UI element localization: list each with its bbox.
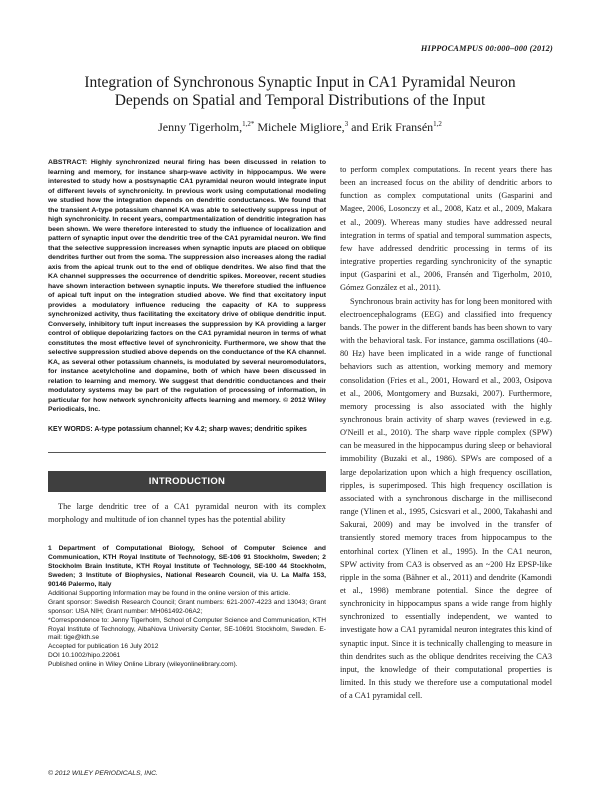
grant-footnote: Grant sponsor: Swedish Research Council; Grant numbers: 621-2007-4223 and 13043; Grant sponsor: USA NIH; Grant number: MH061492-06A2;	[48, 598, 326, 615]
author-2: Michele Migliore,	[257, 120, 345, 134]
keywords-text: A-type potassium channel; Kv 4.2; sharp waves; dendritic spikes	[92, 425, 307, 433]
abstract	[48, 158, 326, 415]
copyright-footer: © 2012 WILEY PERIODICALS, INC.	[48, 770, 158, 777]
affiliations-footnote: 1 Department of Computational Biology, School of Computer Science and Communication, KTH Royal Institute of Technology, SE-106 91 Stockholm, Sweden; 2 Stockholm Brain Institute, KTH Royal Institute of Technology, SE-100 44 Stockholm, Sweden; 3 Institute of Biophysics, National Research Council, via U. La Malfa 153, 90146 Palermo, Italy	[48, 545, 326, 589]
title-line-1: Integration of Synchronous Synaptic Input in CA1 Pyramidal Neuron	[84, 74, 516, 91]
left-column	[48, 158, 326, 670]
author-1: Jenny Tigerholm,	[158, 120, 243, 134]
body-paragraph-1: to perform complex computations. In recent years there has been an increased focus on the ability of dendritic arbors to function as complex computational units (Gasparini and Magee, 2006, Losonczy et al., 2008, Katz et al., 2009, Makara et al., 2009). Whereas many studies have addressed neural integration in terms of spatial and temporal summation aspects, few have addressed dendritic processing in terms of its integrative properties regarding synchronicity of the synaptic input (Gasparini et al., 2006, Fransén and Tigerholm, 2010, Gómez González et al., 2011).	[340, 165, 552, 293]
section-divider	[48, 452, 326, 453]
accepted-date: Accepted for publication 16 July 2012	[48, 643, 159, 651]
abstract-label: ABSTRACT:	[48, 159, 88, 166]
title-line-2: Depends on Spatial and Temporal Distributions of the Input	[114, 92, 486, 109]
keywords-label: KEY WORDS:	[48, 425, 93, 433]
body-paragraph-2: Synchronous brain activity has for long been monitored with electroencephalograms (EEG) and classified into frequency bands. The power in the different bands has been shown to vary with the behavioral task. For instance, gamma oscillations (40–80 Hz) have been implicated in a wide range of functional behaviors such as attention, working memory and memory consolidation (Fries et al., 2001, Howard et al., 2003, Osipova et al., 2006, Montgomery and Buzsaki, 2007). Furthermore, memory processing is also associated with the highly synchronous brain activity of sharp waves (reviewed in e.g. O'Neill et al., 2010). The sharp wave ripple complex (SPW) can be measured in the hippocampus during sleep or behavioral immobility (Buzaki et al., 1986). SPWs are composed of a large depolarization upon which a high frequency oscillation, ripples, is superimposed. This high frequency oscillation is associated with a synchronous discharge in the millisecond range (Ylinen et al., 1995, Csicsvari et al., 2000, Takahashi and Sakurai, 2009) and may be involved in the transfer of transiently stored memory traces from hippocampus to the entorhinal cortex (Ylinen et al., 1995). In the CA1 neuron, SPW activity from CA3 is observed as an ~200 Hz EPSP-like ripple in the soma (Bähner et al., 2011) and dendrite (Kamondi et al., 1998) membrane potential. Since the degree of synchronicity in hippocampus spans a wide range from highly synchronized to essentially independent, we wanted to investigate how a CA1 pyramidal neuron integrates this kind of synaptic input. Since it is technically challenging to measure in thin dendrites such as the oblique dendrites receiving the CA3 input, the knowledge of their computational properties is limited. In this study we therefore use a computational model of a CA1 pyramidal cell.	[340, 296, 552, 701]
author-list	[40, 120, 560, 135]
author-2-affiliation: 3	[344, 120, 349, 128]
abstract-text: Highly synchronized neural firing has been discussed in relation to learning and memory, for instance sharp-wave activity in hippocampus. We were interested to study how a postsynaptic CA1 pyramidal neuron would integrate input of different levels of synchronicity. In previous work using computational modeling we studied how the integration depends on dendritic conductances. We found that the transient A-type potassium channel KA was able to selectively suppress input of high synchronicity. In recent years, compartmentalization of dendritic integration has been shown. We were therefore interested to study the influence of localization and pattern of synaptic input over the dendritic tree of the CA1 pyramidal neuron. We find that the selective suppression increases when synaptic inputs are placed on oblique dendrites further out from the soma. The suppression also increases along the radial axis from the apical trunk out to the end of oblique dendrites. We also find that the KA channel suppresses the occurrence of dendritic spikes. Moreover, recent studies have shown interaction between synaptic inputs. We therefore studied the influence of apical tuft input on the integration studied above. We find that excitatory input provides a modulatory influence reducing the capacity of KA to suppress synchronized activity, thus facilitating the excitatory drive of oblique dendritic input. Conversely, inhibitory tuft input increases the suppression by KA providing a larger control of oblique depolarizing factors on the CA1 pyramidal neuron in terms of what constitutes the most effective level of synchronicity. Furthermore, we show that the selective suppression studied above depends on the conductance of the KA channel. KA, as several other potassium channels, is modulated by several neuromodulators, for instance acetylcholine and dopamine, both of which have been discussed in relation to learning and memory. We suggest that dendritic conductances and their modulatory systems may be part of the regulation of processing of information, in particular for how network synchronicity affects learning and memory. © 2012 Wiley Periodicals, Inc.	[48, 159, 326, 413]
introduction-heading: INTRODUCTION	[48, 471, 326, 492]
author-1-affiliation: 1,2*	[242, 120, 255, 128]
journal-header: HIPPOCAMPUS 00:000–000 (2012)	[420, 44, 553, 53]
right-column	[340, 163, 552, 702]
footnotes	[48, 545, 326, 670]
doi: DOI 10.1002/hipo.22061	[48, 652, 121, 660]
supporting-info-footnote: Additional Supporting Information may be found in the online version of this article.	[48, 589, 291, 597]
keywords	[48, 425, 326, 435]
published-online: Published online in Wiley Online Library (wileyonlinelibrary.com).	[48, 661, 238, 669]
author-3: and Erik Fransén	[351, 120, 434, 134]
author-3-affiliation: 1,2	[433, 120, 442, 128]
article-title	[40, 74, 560, 110]
correspondence-footnote: *Correspondence to: Jenny Tigerholm, School of Computer Science and Communication, KTH Royal Institute of Technology, AlbaNova University Center, SE-10691 Stockholm, Sweden. E-mail: tige@kth.se	[48, 616, 326, 642]
introduction-text: The large dendritic tree of a CA1 pyramidal neuron with its complex morphology and multitude of ion channel types has the potential ability	[48, 502, 326, 525]
